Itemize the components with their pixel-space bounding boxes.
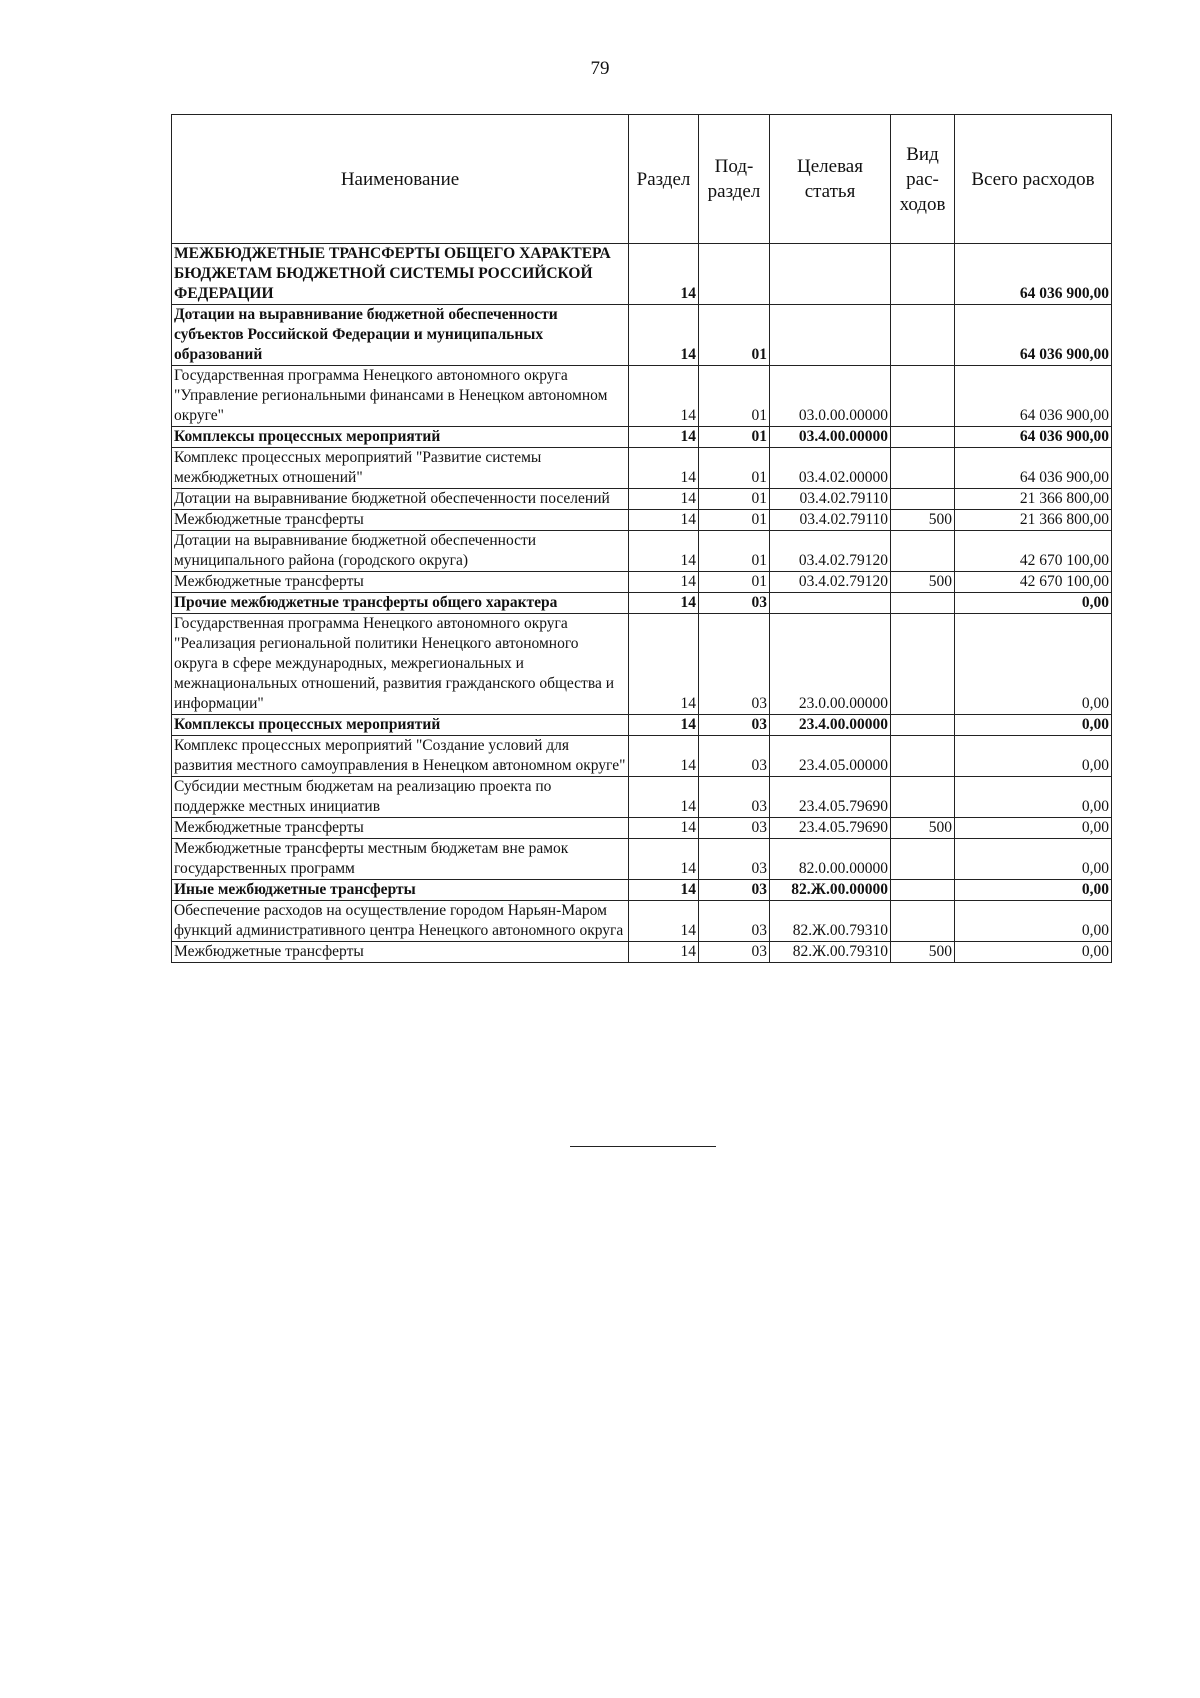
- table-row: [172, 366, 1112, 427]
- table-header-row: [172, 115, 1112, 244]
- cell-subsection: 03: [699, 736, 770, 777]
- table-row: [172, 818, 1112, 839]
- cell-target: 03.4.02.79110: [770, 489, 891, 510]
- cell-total: 64 036 900,00: [955, 366, 1112, 427]
- page-number: 79: [590, 58, 610, 79]
- cell-section: 14: [629, 736, 699, 777]
- cell-total: 0,00: [955, 818, 1112, 839]
- cell-target: 82.Ж.00.79310: [770, 942, 891, 963]
- cell-section: 14: [629, 489, 699, 510]
- table-row: [172, 489, 1112, 510]
- cell-subsection: 01: [699, 572, 770, 593]
- cell-section: 14: [629, 593, 699, 614]
- cell-target: 03.4.02.79120: [770, 531, 891, 572]
- cell-section: 14: [629, 366, 699, 427]
- cell-total: 0,00: [955, 614, 1112, 715]
- cell-total: 0,00: [955, 942, 1112, 963]
- table-row: [172, 901, 1112, 942]
- table-body: [172, 244, 1112, 963]
- cell-kind: 500: [891, 510, 955, 531]
- table-row: [172, 839, 1112, 880]
- cell-name: Комплексы процессных мероприятий: [172, 715, 629, 736]
- table-row: [172, 593, 1112, 614]
- table-row: [172, 427, 1112, 448]
- header-subsection: Под-раздел: [699, 115, 770, 244]
- cell-section: 14: [629, 531, 699, 572]
- table-row: [172, 305, 1112, 366]
- cell-kind: [891, 531, 955, 572]
- cell-kind: 500: [891, 818, 955, 839]
- cell-subsection: 03: [699, 901, 770, 942]
- cell-target: [770, 593, 891, 614]
- header-target: Целевая статья: [770, 115, 891, 244]
- cell-target: 03.4.02.79120: [770, 572, 891, 593]
- cell-target: [770, 305, 891, 366]
- cell-name: Межбюджетные трансферты местным бюджетам вне рамок государственных программ: [172, 839, 629, 880]
- cell-total: 21 366 800,00: [955, 489, 1112, 510]
- cell-name: МЕЖБЮДЖЕТНЫЕ ТРАНСФЕРТЫ ОБЩЕГО ХАРАКТЕРА БЮДЖЕТАМ БЮДЖЕТНОЙ СИСТЕМЫ РОССИЙСКОЙ ФЕДЕРАЦИИ: [172, 244, 629, 305]
- cell-kind: [891, 244, 955, 305]
- cell-name: Межбюджетные трансферты: [172, 510, 629, 531]
- cell-total: 64 036 900,00: [955, 427, 1112, 448]
- end-divider: [570, 1146, 716, 1147]
- cell-section: 14: [629, 572, 699, 593]
- cell-kind: [891, 736, 955, 777]
- cell-name: Субсидии местным бюджетам на реализацию проекта по поддержке местных инициатив: [172, 777, 629, 818]
- cell-total: 0,00: [955, 901, 1112, 942]
- cell-name: Межбюджетные трансферты: [172, 942, 629, 963]
- cell-target: 23.4.00.00000: [770, 715, 891, 736]
- cell-section: 14: [629, 427, 699, 448]
- cell-target: 82.Ж.00.79310: [770, 901, 891, 942]
- cell-section: 14: [629, 715, 699, 736]
- cell-subsection: 03: [699, 880, 770, 901]
- budget-table: [171, 114, 1112, 963]
- cell-section: 14: [629, 448, 699, 489]
- cell-total: 0,00: [955, 736, 1112, 777]
- header-section: Раздел: [629, 115, 699, 244]
- cell-section: 14: [629, 818, 699, 839]
- table-row: [172, 572, 1112, 593]
- cell-name: Межбюджетные трансферты: [172, 818, 629, 839]
- cell-section: 14: [629, 839, 699, 880]
- cell-target: 23.4.05.79690: [770, 818, 891, 839]
- cell-section: 14: [629, 614, 699, 715]
- cell-name: Обеспечение расходов на осуществление городом Нарьян-Маром функций административного центра Ненецкого автономного округа: [172, 901, 629, 942]
- cell-subsection: 01: [699, 305, 770, 366]
- cell-name: Межбюджетные трансферты: [172, 572, 629, 593]
- cell-subsection: 01: [699, 448, 770, 489]
- cell-kind: [891, 839, 955, 880]
- cell-kind: [891, 489, 955, 510]
- cell-kind: [891, 448, 955, 489]
- table-row: [172, 244, 1112, 305]
- cell-target: 03.4.02.79110: [770, 510, 891, 531]
- cell-name: Дотации на выравнивание бюджетной обеспеченности муниципального района (городского округа): [172, 531, 629, 572]
- cell-target: 82.0.00.00000: [770, 839, 891, 880]
- table-row: [172, 510, 1112, 531]
- cell-kind: [891, 880, 955, 901]
- cell-name: Государственная программа Ненецкого автономного округа "Управление региональными финансами в Ненецком автономном округе": [172, 366, 629, 427]
- cell-section: 14: [629, 901, 699, 942]
- cell-subsection: 03: [699, 818, 770, 839]
- cell-target: 82.Ж.00.00000: [770, 880, 891, 901]
- cell-subsection: 03: [699, 593, 770, 614]
- cell-target: 03.4.02.00000: [770, 448, 891, 489]
- cell-section: 14: [629, 510, 699, 531]
- cell-kind: [891, 366, 955, 427]
- cell-total: 64 036 900,00: [955, 448, 1112, 489]
- cell-subsection: 01: [699, 531, 770, 572]
- table-row: [172, 736, 1112, 777]
- cell-total: 42 670 100,00: [955, 572, 1112, 593]
- cell-subsection: 03: [699, 614, 770, 715]
- cell-kind: [891, 715, 955, 736]
- cell-target: 23.4.05.79690: [770, 777, 891, 818]
- cell-total: 0,00: [955, 715, 1112, 736]
- cell-section: 14: [629, 880, 699, 901]
- cell-total: 42 670 100,00: [955, 531, 1112, 572]
- cell-target: 03.0.00.00000: [770, 366, 891, 427]
- cell-total: 21 366 800,00: [955, 510, 1112, 531]
- table-row: [172, 531, 1112, 572]
- cell-section: 14: [629, 305, 699, 366]
- cell-target: [770, 244, 891, 305]
- cell-name: Дотации на выравнивание бюджетной обеспеченности субъектов Российской Федерации и муниципальных образований: [172, 305, 629, 366]
- cell-subsection: 03: [699, 942, 770, 963]
- cell-total: 64 036 900,00: [955, 244, 1112, 305]
- cell-name: Комплекс процессных мероприятий "Развитие системы межбюджетных отношений": [172, 448, 629, 489]
- cell-subsection: 03: [699, 777, 770, 818]
- cell-subsection: [699, 244, 770, 305]
- table-row: [172, 942, 1112, 963]
- cell-name: Прочие межбюджетные трансферты общего характера: [172, 593, 629, 614]
- cell-target: 23.4.05.00000: [770, 736, 891, 777]
- table-row: [172, 880, 1112, 901]
- cell-section: 14: [629, 777, 699, 818]
- cell-name: Комплексы процессных мероприятий: [172, 427, 629, 448]
- table-row: [172, 614, 1112, 715]
- header-total: Всего расходов: [955, 115, 1112, 244]
- cell-total: 0,00: [955, 593, 1112, 614]
- cell-name: Государственная программа Ненецкого автономного округа "Реализация региональной политики Ненецкого автономного округа в сфере международных, межрегиональных и межнациональных отношений, развития гражданского общества и информации": [172, 614, 629, 715]
- cell-kind: [891, 593, 955, 614]
- cell-kind: [891, 305, 955, 366]
- cell-total: 64 036 900,00: [955, 305, 1112, 366]
- cell-subsection: 03: [699, 715, 770, 736]
- cell-total: 0,00: [955, 839, 1112, 880]
- cell-target: 03.4.00.00000: [770, 427, 891, 448]
- cell-section: 14: [629, 244, 699, 305]
- cell-total: 0,00: [955, 777, 1112, 818]
- cell-name: Иные межбюджетные трансферты: [172, 880, 629, 901]
- header-name: Наименование: [172, 115, 629, 244]
- table-row: [172, 448, 1112, 489]
- cell-kind: [891, 777, 955, 818]
- cell-subsection: 01: [699, 489, 770, 510]
- cell-target: 23.0.00.00000: [770, 614, 891, 715]
- cell-subsection: 01: [699, 510, 770, 531]
- table-row: [172, 715, 1112, 736]
- cell-name: Комплекс процессных мероприятий "Создание условий для развития местного самоуправления в Ненецком автономном округе": [172, 736, 629, 777]
- cell-kind: [891, 901, 955, 942]
- cell-name: Дотации на выравнивание бюджетной обеспеченности поселений: [172, 489, 629, 510]
- cell-subsection: 03: [699, 839, 770, 880]
- cell-kind: [891, 614, 955, 715]
- cell-kind: 500: [891, 572, 955, 593]
- cell-total: 0,00: [955, 880, 1112, 901]
- table-row: [172, 777, 1112, 818]
- cell-subsection: 01: [699, 366, 770, 427]
- cell-kind: 500: [891, 942, 955, 963]
- header-kind: Вид рас-ходов: [891, 115, 955, 244]
- cell-kind: [891, 427, 955, 448]
- cell-section: 14: [629, 942, 699, 963]
- cell-subsection: 01: [699, 427, 770, 448]
